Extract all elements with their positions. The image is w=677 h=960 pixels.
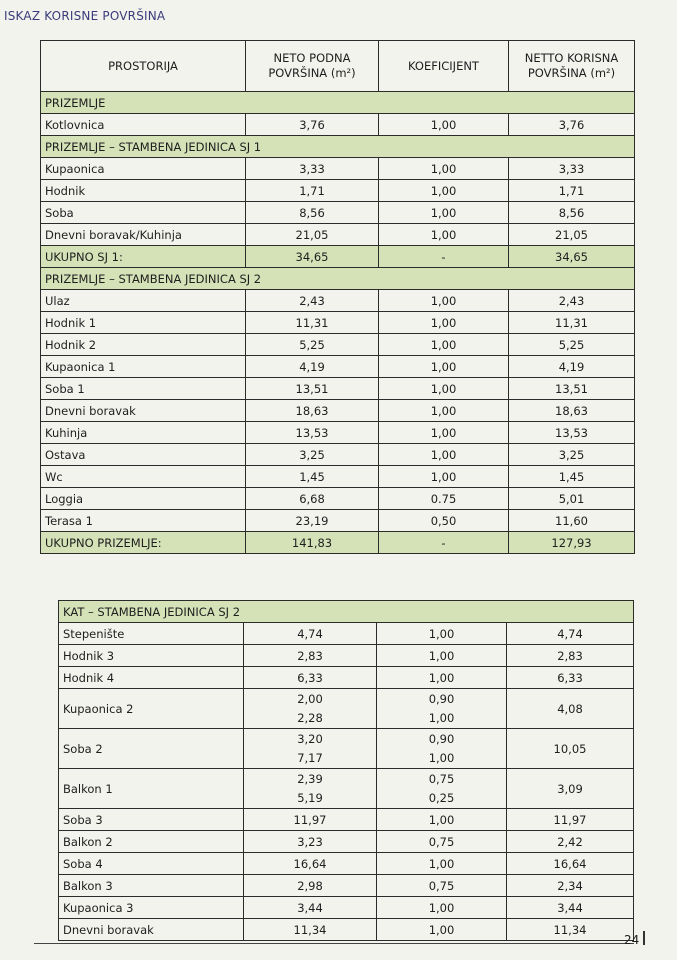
table-cell: Wc (41, 466, 246, 488)
table-row (41, 290, 635, 312)
table-cell: 5,25 (246, 334, 379, 356)
table-cell: 2,83 (507, 645, 634, 667)
header-net-useful (509, 41, 635, 92)
table-cell: 16,64 (244, 853, 377, 875)
table-cell: 1,00 (379, 334, 509, 356)
table-cell (244, 689, 377, 729)
table-cell: 3,25 (509, 444, 635, 466)
table-cell: 13,53 (509, 422, 635, 444)
table-cell: 4,19 (509, 356, 635, 378)
footer-divider (34, 943, 634, 944)
table-cell: 1,00 (379, 466, 509, 488)
table-cell: 18,63 (509, 400, 635, 422)
table-cell: Hodnik (41, 180, 246, 202)
table-row (59, 667, 634, 689)
table-row (59, 689, 634, 729)
table-cell: 11,31 (246, 312, 379, 334)
cell-value: NETO PODNA (273, 51, 351, 65)
table-row (41, 356, 635, 378)
table-cell: 1,71 (246, 180, 379, 202)
table-cell: 11,31 (509, 312, 635, 334)
table-cell: 2,43 (509, 290, 635, 312)
table-cell: 2,34 (507, 875, 634, 897)
table-cell: 1,00 (379, 202, 509, 224)
table-cell: Kotlovnica (41, 114, 246, 136)
cell-value: NETTO KORISNA (524, 51, 619, 65)
table-cell: 3,44 (507, 897, 634, 919)
table-cell: 1,00 (377, 667, 507, 689)
cell-value: 0,25 (428, 790, 455, 805)
table-cell: 2,43 (246, 290, 379, 312)
table-cell: 11,60 (509, 510, 635, 532)
table-cell: 4,19 (246, 356, 379, 378)
total-row (41, 532, 635, 554)
table-cell: 6,68 (246, 488, 379, 510)
table-cell: - (379, 532, 509, 554)
header-net-floor (246, 41, 379, 92)
table-cell: 1,45 (509, 466, 635, 488)
table-cell: Kupaonica 2 (59, 689, 244, 729)
header-coefficient (379, 41, 509, 92)
table-row (59, 769, 634, 809)
upper-floor-table (58, 600, 634, 941)
table-cell: 3,44 (244, 897, 377, 919)
table-cell: PRIZEMLJE – STAMBENA JEDINICA SJ 1 (41, 136, 635, 158)
cell-value: 1,00 (428, 710, 455, 725)
table-cell: 11,97 (507, 809, 634, 831)
page-number: 24 (624, 933, 640, 947)
table-cell: 2,42 (507, 831, 634, 853)
table-row (41, 158, 635, 180)
table-cell: 23,19 (246, 510, 379, 532)
table-cell: 1,00 (379, 378, 509, 400)
section-row (41, 136, 635, 158)
table-row (59, 645, 634, 667)
table-cell: Kupaonica (41, 158, 246, 180)
cell-value: 2,00 (297, 691, 323, 706)
table-cell: 1,00 (379, 356, 509, 378)
table-cell: 2,83 (244, 645, 377, 667)
cell-value: 0,90 (428, 731, 455, 746)
table-row (41, 312, 635, 334)
table-cell: 1,00 (377, 919, 507, 941)
table-row (41, 334, 635, 356)
table-cell: Terasa 1 (41, 510, 246, 532)
table-cell: 21,05 (246, 224, 379, 246)
table-cell: 11,34 (507, 919, 634, 941)
table-row (41, 378, 635, 400)
table-cell: 127,93 (509, 532, 635, 554)
table-row (41, 466, 635, 488)
table-row (41, 510, 635, 532)
header-row (41, 41, 635, 92)
table-row (59, 853, 634, 875)
table-cell: 1,45 (246, 466, 379, 488)
table-cell: 13,51 (509, 378, 635, 400)
table-cell: 8,56 (509, 202, 635, 224)
table-cell: 11,34 (244, 919, 377, 941)
table-cell (244, 769, 377, 809)
table-cell: Soba 1 (41, 378, 246, 400)
table-row (59, 897, 634, 919)
table-row (41, 444, 635, 466)
table-cell: 1,00 (379, 400, 509, 422)
table-cell: Kupaonica 3 (59, 897, 244, 919)
cell-value: 0,90 (428, 691, 455, 706)
table-cell: Soba 4 (59, 853, 244, 875)
table-cell: Hodnik 1 (41, 312, 246, 334)
table-row (59, 623, 634, 645)
table-cell: 1,00 (379, 114, 509, 136)
table-cell: 10,05 (507, 729, 634, 769)
table-cell: UKUPNO PRIZEMLJE: (41, 532, 246, 554)
table-cell: Balkon 2 (59, 831, 244, 853)
table-cell: 1,00 (377, 897, 507, 919)
table-cell: 18,63 (246, 400, 379, 422)
ground-floor-table (40, 40, 635, 554)
table-row (41, 488, 635, 510)
table-cell: 1,00 (379, 224, 509, 246)
table-cell: PRIZEMLJE (41, 92, 635, 114)
table-row (59, 729, 634, 769)
table-cell: 8,56 (246, 202, 379, 224)
table-row (59, 831, 634, 853)
table-cell: - (379, 246, 509, 268)
table-cell: 1,00 (379, 312, 509, 334)
table-row (59, 809, 634, 831)
cell-value: 5,19 (297, 790, 323, 805)
table-cell: 1,00 (379, 180, 509, 202)
table-cell: 1,00 (377, 853, 507, 875)
table-cell: 34,65 (246, 246, 379, 268)
cell-value: 2,28 (297, 710, 323, 725)
cell-value: PROSTORIJA (108, 58, 178, 73)
table-cell: Dnevni boravak (41, 400, 246, 422)
table-cell: 3,33 (246, 158, 379, 180)
section-row (41, 268, 635, 290)
total-row (41, 246, 635, 268)
table-cell: 5,01 (509, 488, 635, 510)
table-cell: 1,00 (379, 158, 509, 180)
table-cell: UKUPNO SJ 1: (41, 246, 246, 268)
page-title: ISKAZ KORISNE POVRŠINA (4, 9, 166, 23)
table-cell: 3,23 (244, 831, 377, 853)
table-cell: Kupaonica 1 (41, 356, 246, 378)
cell-value: KOEFICIJENT (408, 58, 479, 73)
table-cell: 1,00 (379, 290, 509, 312)
table-cell: Hodnik 3 (59, 645, 244, 667)
cell-value: 7,17 (297, 750, 323, 765)
table-row (41, 400, 635, 422)
table-cell (244, 729, 377, 769)
cell-value: 2,39 (297, 771, 323, 786)
table-row (41, 114, 635, 136)
table-cell: Hodnik 2 (41, 334, 246, 356)
table-cell: 0,75 (377, 831, 507, 853)
table-cell: 3,25 (246, 444, 379, 466)
table-cell: Hodnik 4 (59, 667, 244, 689)
table-row (41, 180, 635, 202)
cell-value: POVRŠINA (m²) (527, 66, 616, 80)
table-cell: 1,00 (377, 623, 507, 645)
table-cell: 0,50 (379, 510, 509, 532)
table-cell: Dnevni boravak (59, 919, 244, 941)
table-cell: 1,00 (379, 444, 509, 466)
table-cell (377, 769, 507, 809)
table-row (59, 875, 634, 897)
table-cell: Kuhinja (41, 422, 246, 444)
header-room (41, 41, 246, 92)
table-cell: 141,83 (246, 532, 379, 554)
table-cell: 2,98 (244, 875, 377, 897)
table-cell: Balkon 3 (59, 875, 244, 897)
table-cell: Loggia (41, 488, 246, 510)
table-cell: 3,76 (509, 114, 635, 136)
table-cell (377, 689, 507, 729)
section-row (59, 601, 634, 623)
table-cell: Soba 2 (59, 729, 244, 769)
table-row (41, 224, 635, 246)
table-cell: KAT – STAMBENA JEDINICA SJ 2 (59, 601, 634, 623)
table-cell: 34,65 (509, 246, 635, 268)
table-cell (377, 729, 507, 769)
page-number-bar (643, 931, 645, 945)
table-cell: 4,74 (244, 623, 377, 645)
table-cell: 11,97 (244, 809, 377, 831)
table-cell: Ostava (41, 444, 246, 466)
table-cell: 1,00 (377, 809, 507, 831)
table-cell: Ulaz (41, 290, 246, 312)
table-cell: 0,75 (377, 875, 507, 897)
section-row (41, 92, 635, 114)
table-cell: 1,00 (379, 422, 509, 444)
table-cell: Balkon 1 (59, 769, 244, 809)
table-cell: Stepenište (59, 623, 244, 645)
table-cell: 3,33 (509, 158, 635, 180)
table-cell: 6,33 (244, 667, 377, 689)
cell-value: 1,00 (428, 750, 455, 765)
table-row (41, 422, 635, 444)
table-cell: 1,00 (377, 645, 507, 667)
cell-value: 3,20 (297, 731, 323, 746)
table-cell: 4,74 (507, 623, 634, 645)
table-cell: Soba 3 (59, 809, 244, 831)
table-cell: 6,33 (507, 667, 634, 689)
table-cell: 3,76 (246, 114, 379, 136)
cell-value: POVRŠINA (m²) (268, 66, 356, 80)
table-cell: PRIZEMLJE – STAMBENA JEDINICA SJ 2 (41, 268, 635, 290)
table-cell: Dnevni boravak/Kuhinja (41, 224, 246, 246)
table-cell: 4,08 (507, 689, 634, 729)
table-cell: 21,05 (509, 224, 635, 246)
table-cell: Soba (41, 202, 246, 224)
table-cell: 1,71 (509, 180, 635, 202)
table-cell: 13,51 (246, 378, 379, 400)
table-cell: 16,64 (507, 853, 634, 875)
table-cell: 3,09 (507, 769, 634, 809)
table-row (59, 919, 634, 941)
cell-value: 0,75 (428, 771, 455, 786)
table-cell: 0.75 (379, 488, 509, 510)
table-row (41, 202, 635, 224)
table-cell: 5,25 (509, 334, 635, 356)
table-cell: 13,53 (246, 422, 379, 444)
